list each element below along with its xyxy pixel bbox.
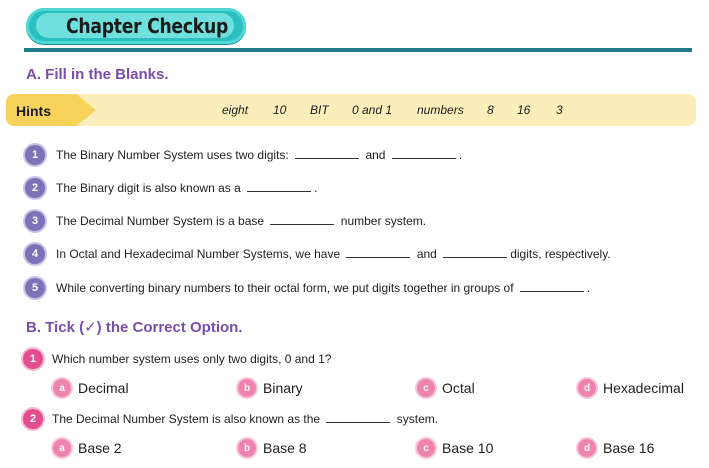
question-text: and bbox=[365, 148, 386, 162]
question-number-badge: 3 bbox=[25, 211, 45, 231]
option-label[interactable]: Base 10 bbox=[442, 440, 494, 456]
question-number-badge: 5 bbox=[25, 278, 45, 298]
question-text: number system. bbox=[340, 214, 427, 228]
page-title: Chapter Checkup bbox=[66, 14, 229, 38]
question-text: system. bbox=[396, 412, 439, 426]
question-number-badge: 4 bbox=[25, 244, 45, 264]
option-letter-badge[interactable]: c bbox=[417, 379, 435, 397]
option-letter-badge[interactable]: d bbox=[578, 439, 596, 457]
question-text: The Decimal Number System is also known as the bbox=[52, 412, 321, 426]
hint-word: 8 bbox=[487, 103, 494, 117]
question-text: The Binary Number System uses two digits: bbox=[56, 148, 289, 162]
fill-question-5 bbox=[56, 281, 590, 295]
hint-word: eight bbox=[222, 103, 249, 117]
option-label[interactable]: Octal bbox=[442, 380, 475, 396]
option-letter-badge[interactable]: c bbox=[417, 439, 435, 457]
hint-word: 10 bbox=[273, 103, 287, 117]
option-label[interactable]: Base 16 bbox=[603, 440, 655, 456]
answer-blank[interactable] bbox=[247, 191, 311, 192]
option-label[interactable]: Binary bbox=[263, 380, 303, 396]
fill-question-2 bbox=[56, 181, 317, 195]
mcq-number-badge: 2 bbox=[23, 409, 43, 429]
answer-blank[interactable] bbox=[392, 158, 456, 159]
title-banner bbox=[26, 8, 246, 44]
hint-word: 3 bbox=[556, 103, 563, 117]
question-text: . bbox=[458, 148, 463, 162]
section-a-heading: A. Fill in the Blanks. bbox=[26, 66, 169, 83]
option-letter-badge[interactable]: a bbox=[53, 439, 71, 457]
question-text: The Binary digit is also known as a bbox=[56, 181, 241, 195]
question-text: and bbox=[416, 247, 437, 261]
option-letter-badge[interactable]: d bbox=[578, 379, 596, 397]
answer-blank[interactable] bbox=[270, 224, 334, 225]
answer-blank[interactable] bbox=[520, 291, 584, 292]
section-b-heading bbox=[26, 318, 243, 336]
option-label[interactable]: Base 2 bbox=[78, 440, 122, 456]
option-label[interactable]: Hexadecimal bbox=[603, 380, 684, 396]
hint-word: BIT bbox=[310, 103, 329, 117]
question-number-badge: 2 bbox=[25, 178, 45, 198]
option-label[interactable]: Decimal bbox=[78, 380, 129, 396]
answer-blank[interactable] bbox=[295, 158, 359, 159]
answer-blank[interactable] bbox=[443, 257, 507, 258]
hint-word: 16 bbox=[517, 103, 531, 117]
mcq-question-1: Which number system uses only two digits, 0 and 1? bbox=[52, 352, 332, 366]
question-text: digits, respectively. bbox=[510, 247, 611, 261]
fill-question-4 bbox=[56, 247, 611, 261]
option-label[interactable]: Base 8 bbox=[263, 440, 307, 456]
heading-text: ) the Correct Option. bbox=[96, 319, 243, 336]
hints-bar bbox=[6, 94, 696, 126]
answer-blank[interactable] bbox=[326, 422, 390, 423]
question-text: . bbox=[314, 181, 318, 195]
option-letter-badge[interactable]: b bbox=[238, 379, 256, 397]
hint-word: 0 and 1 bbox=[352, 103, 393, 117]
title-divider bbox=[24, 48, 692, 52]
question-text: In Octal and Hexadecimal Number Systems, we have bbox=[56, 247, 341, 261]
option-letter-badge[interactable]: a bbox=[53, 379, 71, 397]
fill-question-3 bbox=[56, 214, 426, 228]
mcq-number-badge: 1 bbox=[23, 349, 43, 369]
mcq-question-2 bbox=[52, 412, 438, 426]
hint-word: numbers bbox=[417, 103, 464, 117]
fill-question-1 bbox=[56, 148, 462, 162]
option-letter-badge[interactable]: b bbox=[238, 439, 256, 457]
question-text: The Decimal Number System is a base bbox=[56, 214, 265, 228]
heading-text: B. Tick ( bbox=[26, 319, 85, 336]
question-number-badge: 1 bbox=[25, 145, 45, 165]
hints-label: Hints bbox=[16, 103, 51, 119]
question-text: . bbox=[586, 281, 591, 295]
answer-blank[interactable] bbox=[346, 257, 410, 258]
check-mark-icon: ✓ bbox=[84, 319, 97, 336]
question-text: While converting binary numbers to their octal form, we put digits together in groups of bbox=[56, 281, 514, 295]
